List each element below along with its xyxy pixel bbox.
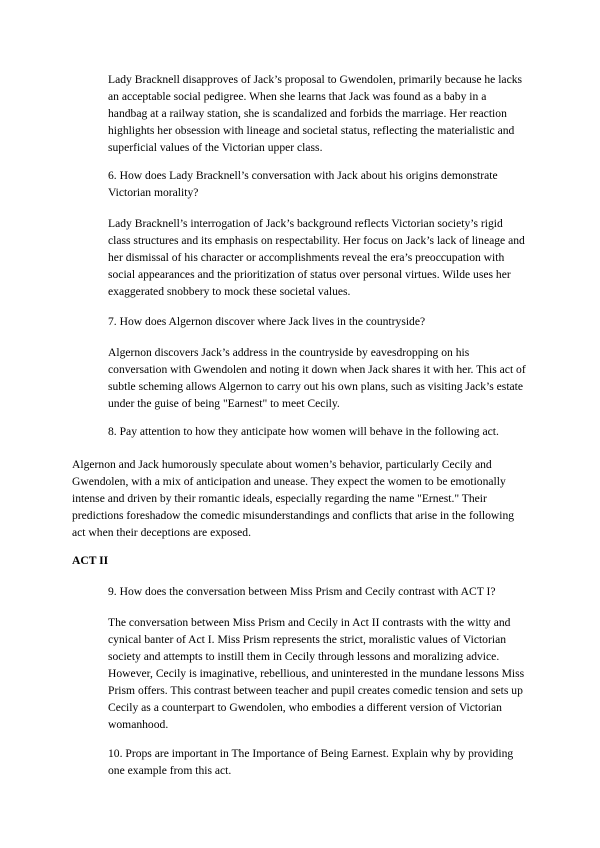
question-10: 10. Props are important in The Importance of Being Earnest. Explain why by providing one example from this act. [108, 747, 514, 777]
answer-5-paragraph: Lady Bracknell disapproves of Jack’s proposal to Gwendolen, primarily because he lacks an acceptable social pedigree. When she learns that Jack was found as a baby in a handbag at a railway station, she is scandalized and forbids the marriage. Her reaction highlights her obsession with lineage and societal status, reflecting the materialistic and superficial values of the Victorian upper class. [108, 73, 523, 154]
answer-9-paragraph: The conversation between Miss Prism and Cecily in Act II contrasts with the witty and cynical banter of Act I. Miss Prism represents the strict, moralistic values of Victorian society and attempts to instill them in Cecily through lessons and moralizing advice. However, Cecily is imaginative, rebellious, and uninterested in the mundane lessons Miss Prism offers. This contrast between teacher and pupil creates comedic tension and sets up Cecily as a counterpart to Gwendolen, who embodies a different version of Victorian womanhood. [108, 616, 525, 731]
answer-7-paragraph: Algernon discovers Jack’s address in the countryside by eavesdropping on his conversation with Gwendolen and noting it down when Jack shares it with her. This act of subtle scheming allows Algernon to carry out his own plans, such as visiting Jack’s estate under the guise of being "Earnest" to meet Cecily. [108, 346, 526, 410]
question-6: 6. How does Lady Bracknell’s conversation with Jack about his origins demonstrate Victorian morality? [108, 169, 498, 199]
act-heading: ACT II [72, 554, 109, 567]
question-9: 9. How does the conversation between Miss Prism and Cecily contrast with ACT I? [108, 585, 496, 598]
question-8: 8. Pay attention to how they anticipate how women will behave in the following act. [108, 425, 499, 438]
answer-8-paragraph: Algernon and Jack humorously speculate about women’s behavior, particularly Cecily and Gwendolen, with a mix of anticipation and unease. They expect the women to be emotionally intense and driven by their romantic ideals, especially regarding the name "Ernest." Their predictions foreshadow the comedic misunderstandings and conflicts that arise in the following act when their deceptions are exposed. [72, 458, 515, 539]
answer-6-paragraph: Lady Bracknell’s interrogation of Jack’s background reflects Victorian society’s rigid class structures and its emphasis on respectability. Her focus on Jack’s lack of lineage and her dismissal of his character or accomplishments reveal the era’s preoccupation with social appearances and the prioritization of status over personal virtues. Wilde uses her exaggerated snobbery to mock these societal values. [108, 217, 525, 298]
question-7: 7. How does Algernon discover where Jack lives in the countryside? [108, 315, 426, 328]
